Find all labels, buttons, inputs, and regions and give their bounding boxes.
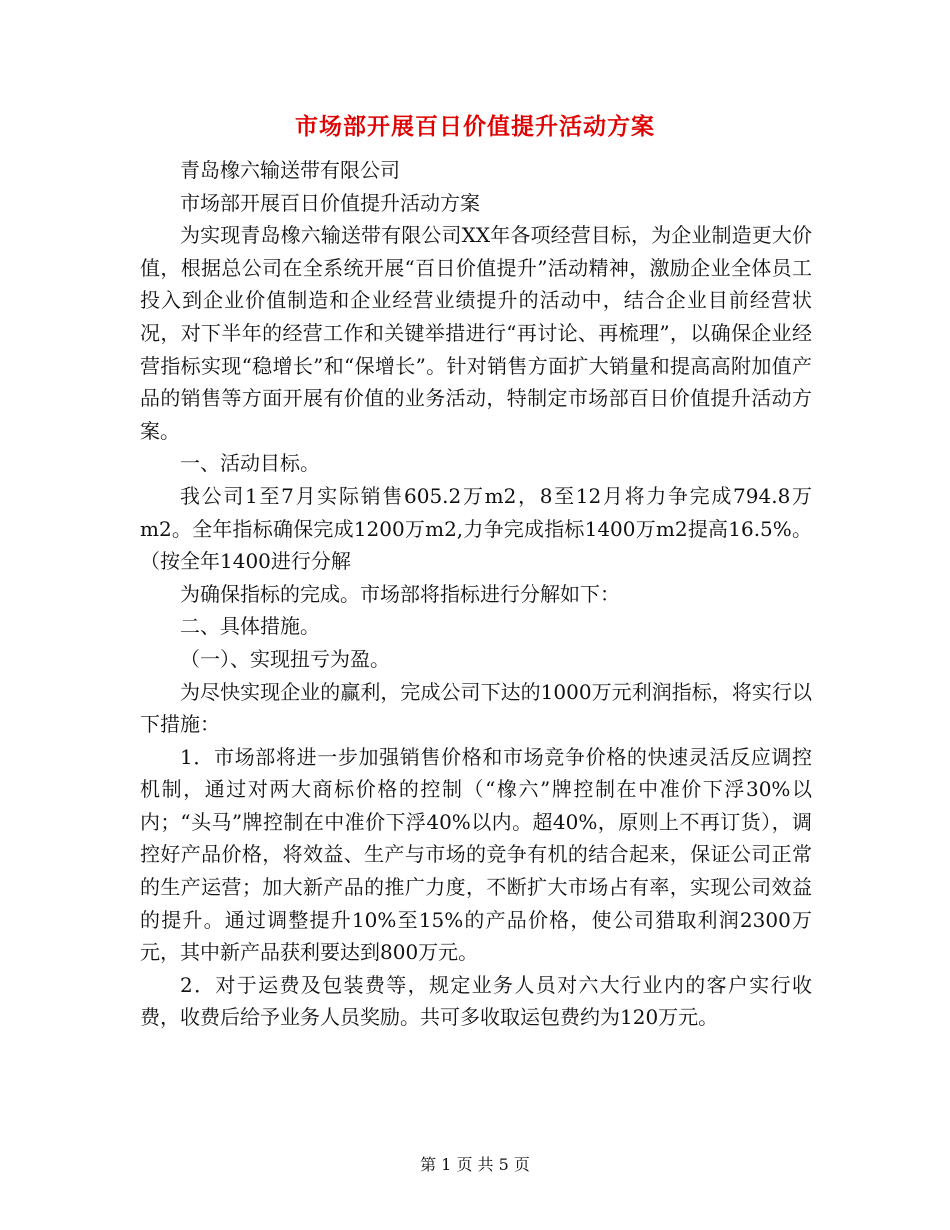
intro-paragraph: 为实现青岛橡六输送带有限公司XX年各项经营目标，为企业制造更大价值，根据总公司在全系统开展“百日价值提升”活动精神，激励企业全体员工投入到企业价值制造和企业经营业绩提升的活动中，结合企业目前经营状况，对下半年的经营工作和关键举措进行“再讨论、再梳理”，以确保企业经营指标实现“稳增长”和“保增长”。针对销售方面扩大销量和提高高附加值产品的销售等方面开展有价值的业务活动，特制定市场部百日价值提升活动方案。 <box>140 223 812 443</box>
measure-1-paragraph: 1．市场部将进一步加强销售价格和市场竞争价格的快速灵活反应调控机制，通过对两大商标价格的控制（“橡六”牌控制在中准价下浮30%以内；“头马”牌控制在中准价下浮40%以内。超40%，原则上不再订货），调控好产品价格，将效益、生产与市场的竞争有机的结合起来，保证公司正常的生产运营；加大新产品的推广力度，不断扩大市场占有率，实现公司效益的提升。通过调整提升10%至15%的产品价格，使公司猎取利润2300万元，其中新产品获利要达到800万元。 <box>140 744 812 965</box>
section-heading-goals: 一、活动目标。 <box>180 451 320 476</box>
page-number-footer: 第 1 页 共 5 页 <box>420 1155 530 1174</box>
plan-title-paragraph: 市场部开展百日价值提升活动方案 <box>180 190 480 215</box>
target-breakdown-paragraph: 为确保指标的完成。市场部将指标进行分解如下： <box>180 581 620 606</box>
profit-target-paragraph: 为尽快实现企业的赢利，完成公司下达的1000万元利润指标，将实行以下措施： <box>140 679 812 737</box>
sales-target-paragraph: 我公司1至7月实际销售605.2万m2，8至12月将力争完成794.8万m2。全年指标确保完成1200万m2,力争完成指标1400万m2提高16.5%。（按全年1400进行分解 <box>140 483 812 574</box>
company-name-paragraph: 青岛橡六输送带有限公司 <box>180 158 400 182</box>
section-heading-measures: 二、具体措施。 <box>180 614 320 639</box>
document-title: 市场部开展百日价值提升活动方案 <box>295 113 655 140</box>
subsection-heading-profit: （一）、实现扭亏为盈。 <box>180 646 390 671</box>
document-body <box>140 154 812 1034</box>
measure-2-paragraph: 2．对于运费及包装费等，规定业务人员对六大行业内的客户实行收费，收费后给予业务人员奖励。共可多收取运包费约为120万元。 <box>140 972 812 1030</box>
